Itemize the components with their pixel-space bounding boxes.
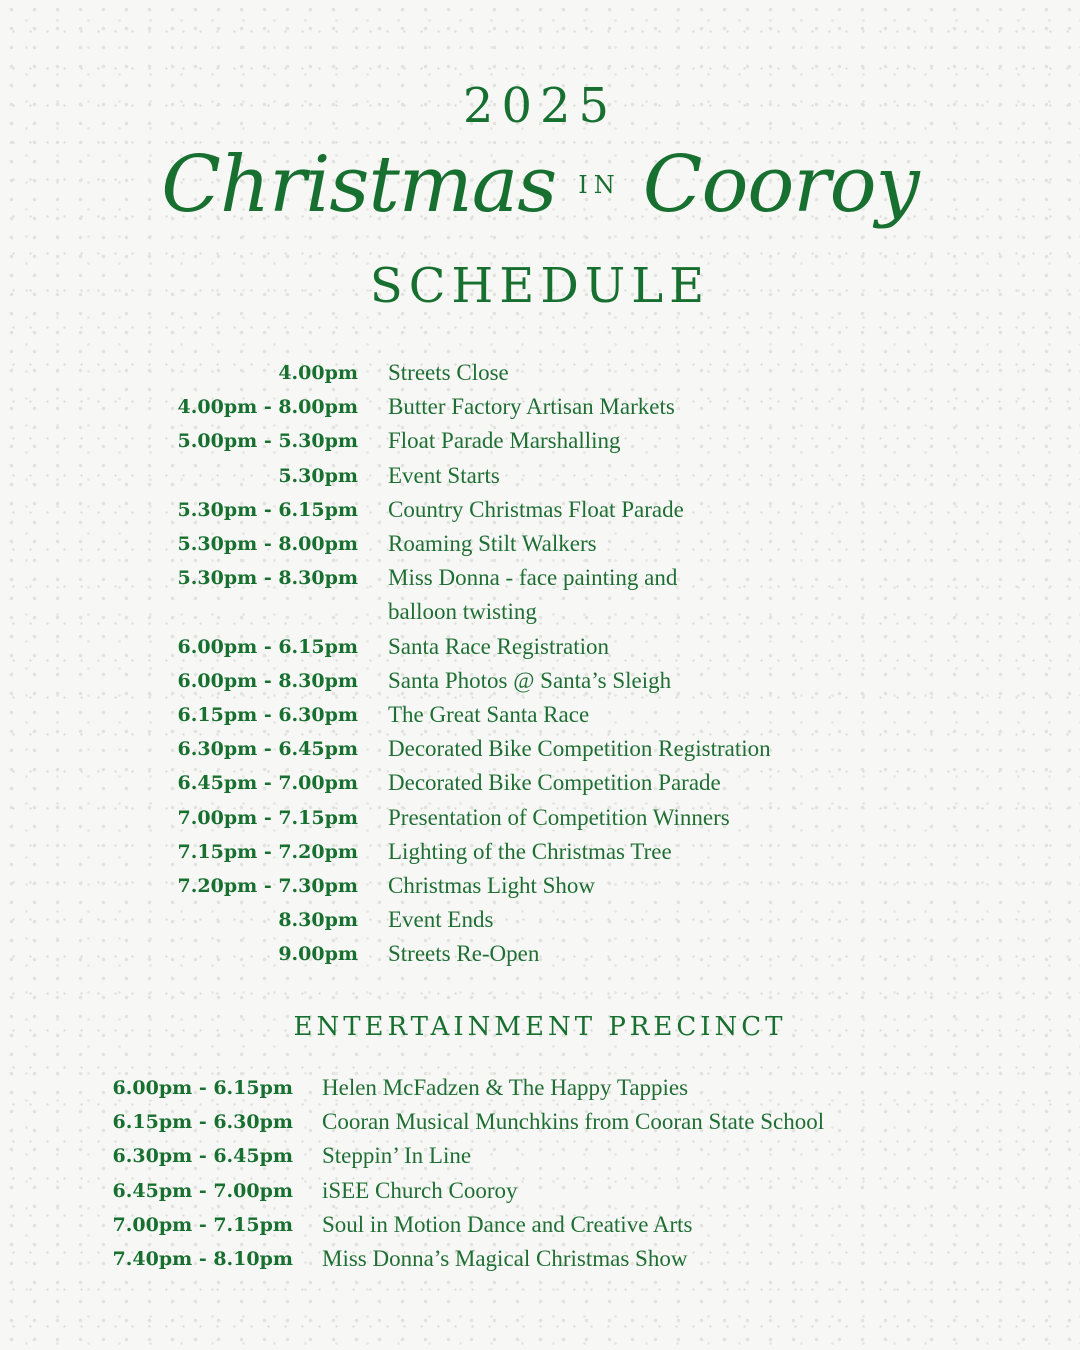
entertainment-row — [0, 1242, 1080, 1276]
entertainment-row — [0, 1208, 1080, 1242]
schedule-row — [0, 664, 1080, 698]
schedule-row — [0, 459, 1080, 493]
schedule-event: Miss Donna - face painting and balloon twisting — [388, 565, 678, 625]
schedule-event: Decorated Bike Competition Registration — [388, 736, 771, 762]
entertainment-time: 6.00pm - 6.15pm — [112, 1077, 293, 1100]
title-in: IN — [578, 171, 621, 199]
entertainment-heading: ENTERTAINMENT PRECINCT — [293, 1012, 787, 1042]
schedule-event: Christmas Light Show — [388, 872, 596, 898]
schedule-time: 5.30pm - 8.00pm — [177, 533, 358, 556]
schedule-row — [0, 561, 1080, 629]
schedule-row — [0, 732, 1080, 766]
schedule-time: 5.30pm - 8.30pm — [177, 567, 358, 590]
schedule-event: Event Starts — [388, 462, 500, 488]
schedule-row — [0, 937, 1080, 971]
event-year: 2025 — [462, 78, 618, 134]
entertainment-row — [0, 1105, 1080, 1139]
schedule-time: 9.00pm — [278, 943, 358, 966]
schedule-time: 4.00pm — [278, 362, 358, 385]
schedule-row — [0, 698, 1080, 732]
schedule-row — [0, 424, 1080, 458]
schedule-time: 6.00pm - 6.15pm — [177, 635, 358, 658]
entertainment-time: 7.00pm - 7.15pm — [112, 1213, 293, 1236]
schedule-time: 7.20pm - 7.30pm — [177, 874, 358, 897]
schedule-event: Santa Photos @ Santa’s Sleigh — [388, 667, 672, 693]
schedule-row — [0, 493, 1080, 527]
schedule-event: Santa Race Registration — [388, 633, 609, 659]
entertainment-time: 7.40pm - 8.10pm — [112, 1248, 293, 1271]
title-christmas: Christmas — [161, 140, 557, 230]
schedule-time: 8.30pm — [278, 909, 358, 932]
entertainment-act: iSEE Church Cooroy — [322, 1177, 518, 1203]
schedule-time: 6.30pm - 6.45pm — [177, 738, 358, 761]
schedule-time: 5.00pm - 5.30pm — [177, 430, 358, 453]
schedule-time: 7.15pm - 7.20pm — [177, 840, 358, 863]
schedule-event: Float Parade Marshalling — [388, 428, 621, 454]
schedule-event: The Great Santa Race — [388, 701, 590, 727]
schedule-time: 6.15pm - 6.30pm — [177, 703, 358, 726]
schedule-event: Country Christmas Float Parade — [388, 496, 684, 522]
entertainment-row — [0, 1174, 1080, 1208]
entertainment-act: Helen McFadzen & The Happy Tappies — [322, 1075, 689, 1101]
entertainment-row — [0, 1071, 1080, 1105]
schedule-time: 6.00pm - 8.30pm — [177, 669, 358, 692]
schedule-event: Presentation of Competition Winners — [388, 804, 730, 830]
event-title — [0, 140, 1080, 230]
schedule-event: Lighting of the Christmas Tree — [388, 838, 672, 864]
schedule-time: 5.30pm — [278, 464, 358, 487]
schedule-row — [0, 835, 1080, 869]
title-cooroy: Cooroy — [642, 140, 919, 230]
schedule-heading: SCHEDULE — [369, 258, 711, 314]
schedule-row — [0, 390, 1080, 424]
entertainment-time: 6.30pm - 6.45pm — [112, 1145, 293, 1168]
schedule-row — [0, 903, 1080, 937]
schedule-time: 5.30pm - 6.15pm — [177, 498, 358, 521]
schedule-row — [0, 800, 1080, 834]
schedule-event: Streets Close — [388, 360, 509, 386]
entertainment-row — [0, 1139, 1080, 1173]
schedule-time: 4.00pm - 8.00pm — [177, 396, 358, 419]
schedule-event: Streets Re-Open — [388, 941, 540, 967]
entertainment-act: Steppin’ In Line — [322, 1143, 472, 1169]
schedule-row — [0, 356, 1080, 390]
schedule-time: 7.00pm - 7.15pm — [177, 806, 358, 829]
schedule-row — [0, 527, 1080, 561]
schedule-event: Decorated Bike Competition Parade — [388, 770, 721, 796]
entertainment-time: 6.15pm - 6.30pm — [112, 1111, 293, 1134]
entertainment-act: Miss Donna’s Magical Christmas Show — [322, 1246, 688, 1272]
schedule-list — [0, 356, 1080, 971]
schedule-event: Butter Factory Artisan Markets — [388, 394, 675, 420]
entertainment-list — [0, 1071, 1080, 1276]
schedule-event: Event Ends — [388, 907, 494, 933]
entertainment-time: 6.45pm - 7.00pm — [112, 1179, 293, 1202]
schedule-row — [0, 630, 1080, 664]
schedule-event: Roaming Stilt Walkers — [388, 531, 597, 557]
schedule-time: 6.45pm - 7.00pm — [177, 772, 358, 795]
schedule-row — [0, 766, 1080, 800]
entertainment-act: Soul in Motion Dance and Creative Arts — [322, 1211, 693, 1237]
entertainment-act: Cooran Musical Munchkins from Cooran State School — [322, 1109, 825, 1135]
schedule-row — [0, 869, 1080, 903]
